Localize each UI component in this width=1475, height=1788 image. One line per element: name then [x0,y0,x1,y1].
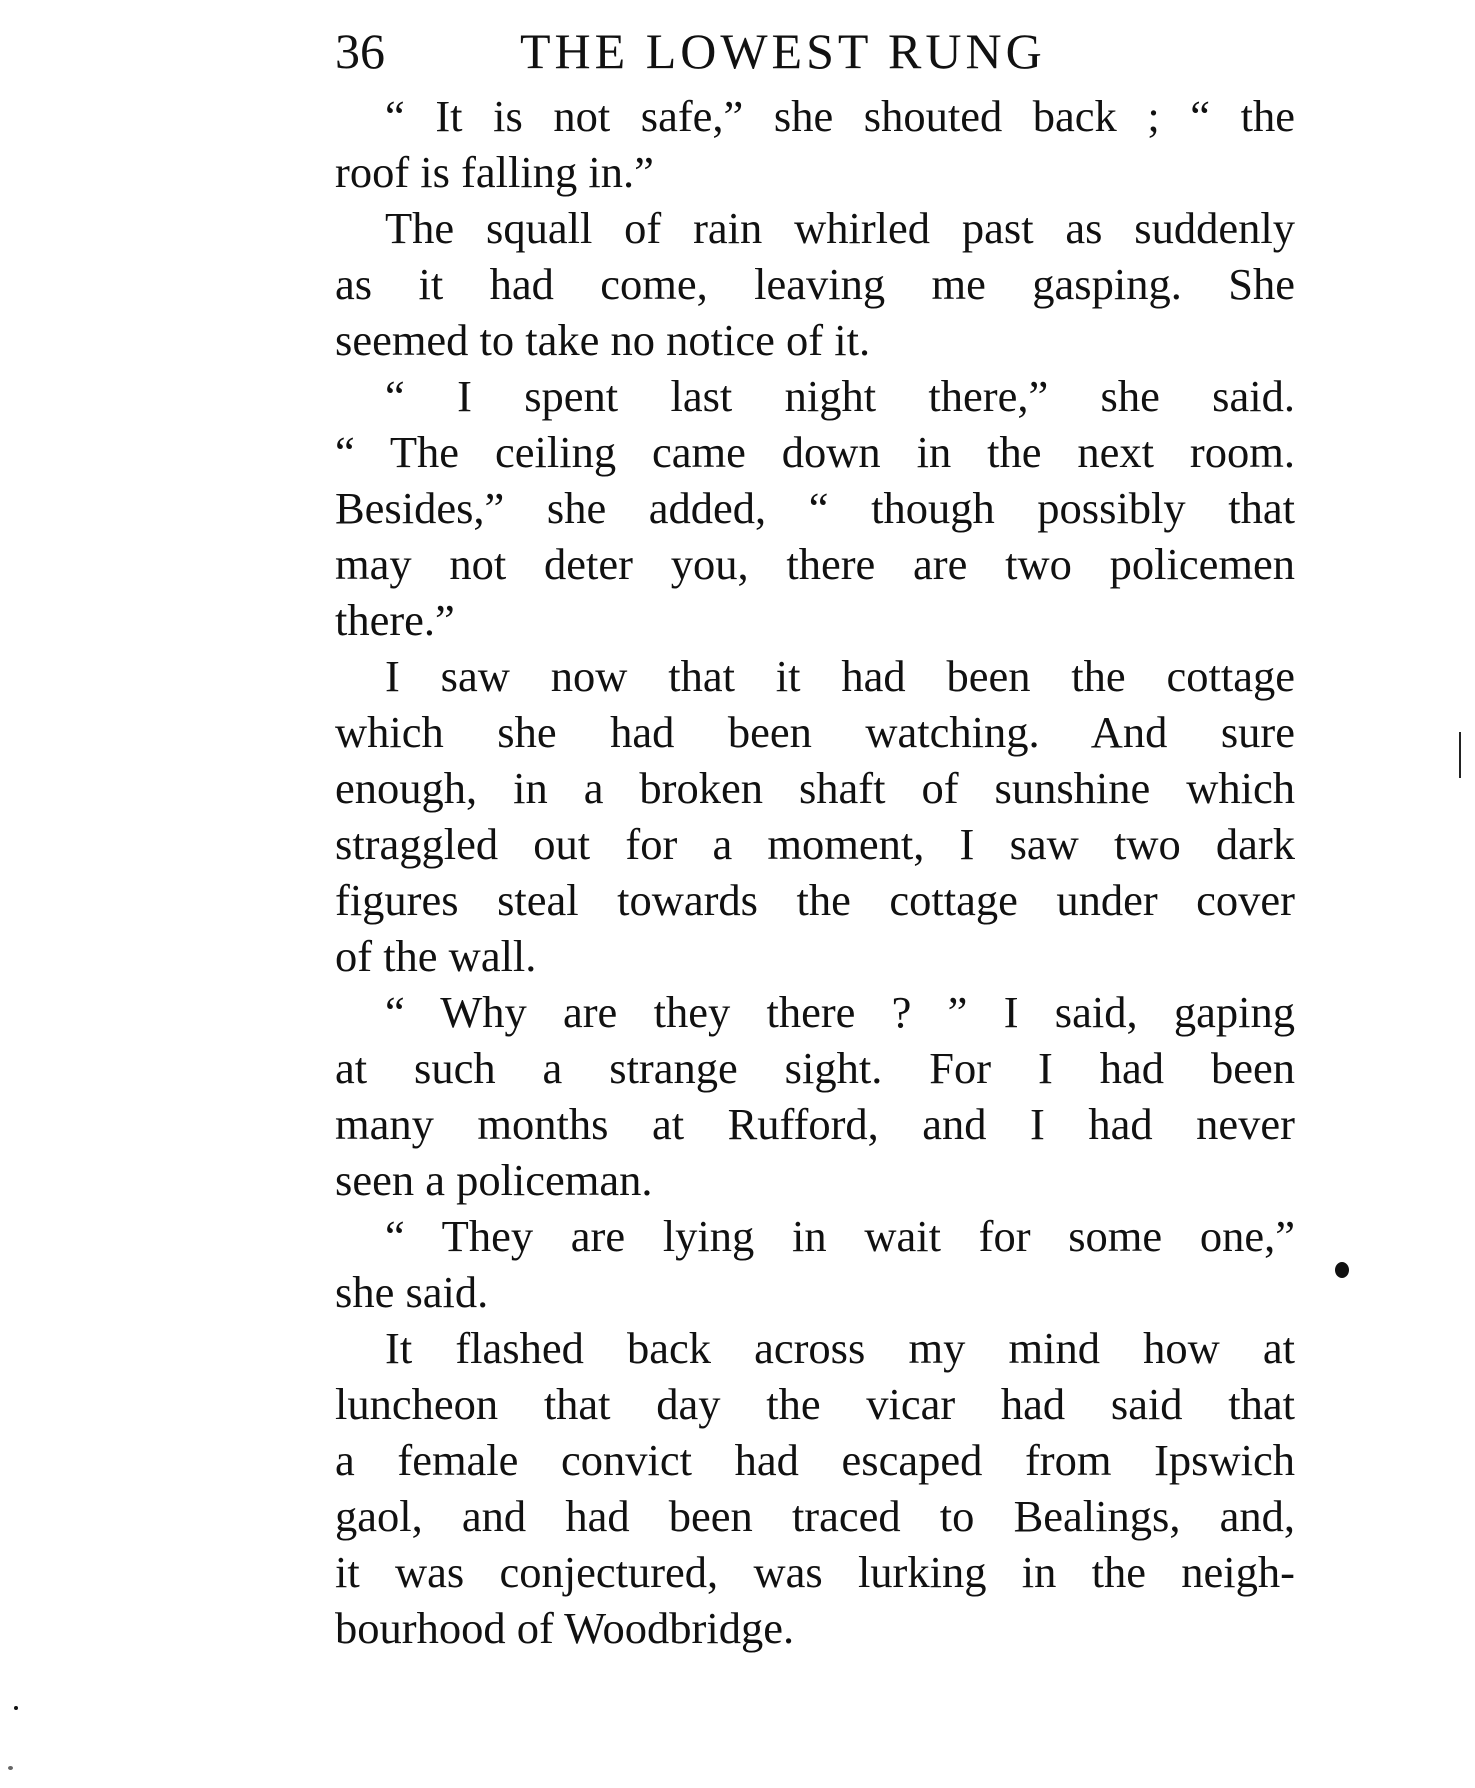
margin-mark [1459,732,1461,778]
text-line: may not deter you, there are two policemen [335,539,1295,589]
text-line: “ I spent last night there,” she said. [385,371,1295,421]
text-line: gaol, and had been traced to Bealings, and, [335,1491,1295,1541]
text-line: as it had come, leaving me gasping. She [335,259,1295,309]
dust-speck [14,1706,18,1710]
text-line: it was conjectured, was lurking in the neigh- [335,1547,1295,1597]
text-line: there.” [335,595,455,645]
text-line: straggled out for a moment, I saw two dark [335,819,1295,869]
text-line: figures steal towards the cottage under cover [335,875,1295,925]
text-line: The squall of rain whirled past as suddenly [385,203,1295,253]
text-line: which she had been watching. And sure [335,707,1295,757]
text-line: I saw now that it had been the cottage [385,651,1295,701]
text-line: seemed to take no notice of it. [335,315,871,365]
text-line: “ They are lying in wait for some one,” [385,1211,1295,1261]
text-line: at such a strange sight. For I had been [335,1043,1295,1093]
text-line: “ It is not safe,” she shouted back ; “ the [385,91,1295,141]
text-line: she said. [335,1267,489,1317]
page-number: 36 [335,23,385,79]
text-line: “ Why are they there ? ” I said, gaping [385,987,1295,1037]
ink-blot [1335,1262,1349,1278]
page-header [335,16,1295,86]
text-line: bourhood of Woodbridge. [335,1603,795,1653]
text-line: luncheon that day the vicar had said that [335,1379,1295,1429]
text-line: It flashed back across my mind how at [385,1323,1295,1373]
text-line: seen a policeman. [335,1155,653,1205]
running-title: THE LOWEST RUNG [520,23,1046,79]
body-text [335,88,1295,1656]
text-line: a female convict had escaped from Ipswich [335,1435,1295,1485]
dust-speck [8,1766,13,1770]
text-line: Besides,” she added, “ though possibly that [335,483,1295,533]
text-line: roof is falling in.” [335,147,654,197]
text-line: of the wall. [335,931,537,981]
text-line: many months at Rufford, and I had never [335,1099,1295,1149]
text-line: “ The ceiling came down in the next room. [335,427,1295,477]
text-line: enough, in a broken shaft of sunshine which [335,763,1295,813]
